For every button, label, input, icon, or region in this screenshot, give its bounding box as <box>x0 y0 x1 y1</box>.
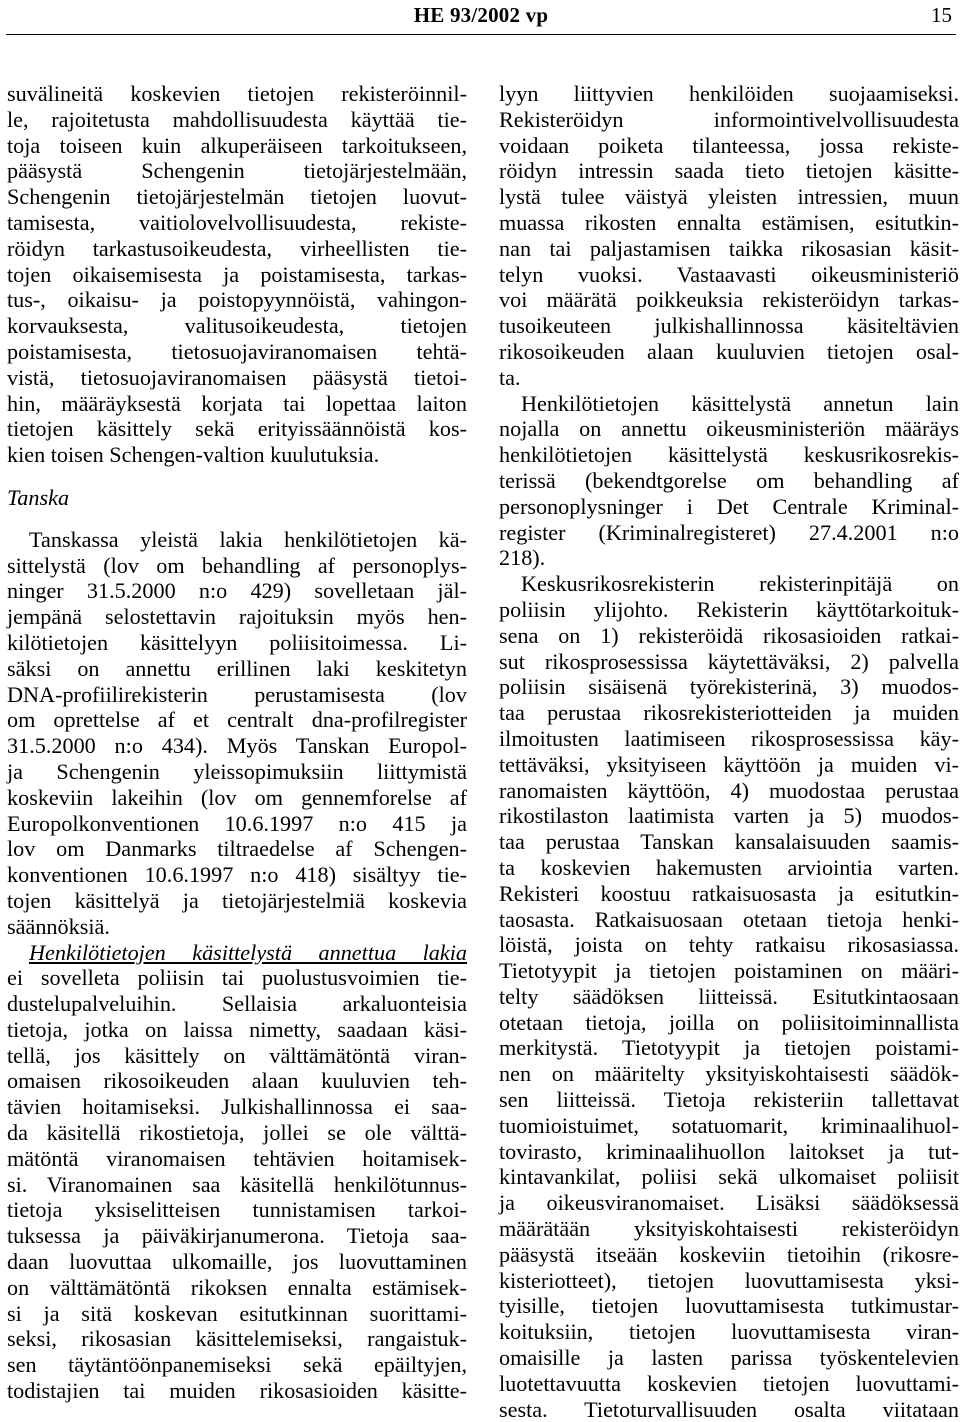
text-line: sen täytäntöönpanemiseksi sekä epäiltyjen, <box>7 1352 467 1378</box>
text-line: tojen oikaisemisesta ja poistamisesta, tarkas- <box>7 261 467 287</box>
text-line: ilmoitusten laatimiseen rikosprosessissa käy- <box>499 725 959 751</box>
text-line: luotettavuutta koskevien tietojen luovuttami- <box>499 1370 959 1396</box>
text-line: telty säädöksen liitteissä. Esitutkintaosaan <box>499 983 959 1009</box>
run-in-heading: Henkilötietojen käsittelystä annettua lakia <box>29 939 467 965</box>
paragraph <box>499 81 959 391</box>
text-line: omaisille ja lasten parissa työskentelevien <box>499 1345 959 1371</box>
text-line: henkilötietojen käsittelystä keskusrikosrekis- <box>499 442 959 468</box>
page-number: 15 <box>931 3 952 27</box>
text-line: dustelupalveluihin. Sellaisia arkaluonteisia <box>7 991 467 1017</box>
text-line: ta. <box>499 364 521 390</box>
text-line: tojen käsittelyä ja tietojärjestelmiä koskevia <box>7 887 467 913</box>
text-line: taosasta. Ratkaisuosaan otetaan tietoja henki- <box>499 906 959 932</box>
text-line: Tietotyypit ja tietojen poistaminen on määri- <box>499 958 959 984</box>
text-line: tettäväksi, yksityiseen käyttöön ja muiden vi- <box>499 751 959 777</box>
text-line: si ja sitä koskevan esitutkinnan suorittami- <box>7 1300 467 1326</box>
paragraph <box>499 571 959 1422</box>
paragraph <box>499 391 959 572</box>
text-line: ja oikeusviranomaiset. Lisäksi säädöksessä <box>499 1190 959 1216</box>
paragraph <box>7 81 467 468</box>
text-line: Tanskassa yleistä lakia henkilötietojen kä- <box>29 526 467 552</box>
text-line: rikosoikeuden alaan kuuluvien tietojen osal- <box>499 338 959 364</box>
paragraph <box>7 965 467 1404</box>
text-line: todistajien tai muiden rikosasioiden käsitte- <box>7 1378 467 1404</box>
text-line: poliisin sisäisenä työrekisterinä, 3) muodos- <box>499 674 959 700</box>
text-line: Europolkonventionen 10.6.1997 n:o 415 ja <box>7 810 467 836</box>
text-line: terissä (bekendtgorelse om behandling af <box>499 467 959 493</box>
text-line: poliisin ylijohto. Rekisterin käyttötarkoituk- <box>499 596 959 622</box>
text-line: ja Schengenin yleissopimuksiin liittymistä <box>7 758 467 784</box>
text-line: tuksessa ja päiväkirjanumerona. Tietoja saa- <box>7 1223 467 1249</box>
text-line: daan luovuttaa ulkomaille, jos luovuttaminen <box>7 1249 467 1275</box>
text-line: tamisesta, vaitiolovelvollisuudesta, rekiste- <box>7 209 467 235</box>
text-line: kilötietojen käsittelyyn poliisitoimessa. Li- <box>7 629 467 655</box>
text-line: tus-, oikaisu- ja poistopyynnöistä, vahingon- <box>7 287 467 313</box>
text-line: koituksiin, tietojen luovuttamisesta viran- <box>499 1319 959 1345</box>
text-line: register (Kriminalregisteret) 27.4.2001 n:o <box>499 519 959 545</box>
text-line: mätöntä viranomaisen tehtävien hoitamisek- <box>7 1145 467 1171</box>
text-line: le, rajoitetusta mahdollisuudesta käyttää tie- <box>7 106 467 132</box>
text-line: ninger 31.5.2000 n:o 429) sovelletaan jäl- <box>7 578 467 604</box>
left-column <box>7 81 467 1404</box>
text-line: si. Viranomainen saa käsitellä henkilötunnus- <box>7 1171 467 1197</box>
text-line: DNA-profiilirekisterin perustamisesta (lov <box>7 681 467 707</box>
text-line: merkitystä. Tietotyypit ja tietojen poistami- <box>499 1035 959 1061</box>
text-line: tävien hoitamiseksi. Julkishallinnossa ei saa- <box>7 1094 467 1120</box>
page-header <box>6 0 956 35</box>
text-line: tovirasto, kriminaalihuollon laitokset ja tut- <box>499 1138 959 1164</box>
text-line: tuomioistuimet, sotatuomarit, kriminaalihuol- <box>499 1112 959 1138</box>
text-line: hin, määräyksestä korjata tai lopettaa laiton <box>7 390 467 416</box>
text-line: konventionen 10.6.1997 n:o 418) sisältyy tie- <box>7 862 467 888</box>
text-line: seksi, rikosasian käsittelemiseksi, rangaistuk- <box>7 1326 467 1352</box>
text-line: lyyn liittyvien henkilöiden suojaamiseksi. <box>499 81 959 106</box>
text-line: sena on 1) rekisteröidä rikosasioiden ratkai- <box>499 622 959 648</box>
text-line: säksi on annettu erillinen laki keskitetyn <box>7 655 467 681</box>
text-line: pääsystä itseään koskeviin tietoihin (rikosre- <box>499 1241 959 1267</box>
text-line: lov om Danmarks tiltraedelse af Schengen- <box>7 836 467 862</box>
text-line: sen liitteissä. Tietoja rekisteriin tallettavat <box>499 1087 959 1113</box>
text-line: voi määrätä poikkeuksia rekisteröidyn tarkas- <box>499 287 959 313</box>
text-line: Rekisteri koostuu ratkaisuosasta ja esitutkin- <box>499 880 959 906</box>
text-line: tietoja yksiselitteisen tunnistamisen tarkoi- <box>7 1197 467 1223</box>
text-line: tietojen käsittely sekä erityissäännöistä kos- <box>7 416 467 442</box>
text-line: sut rikosprosessissa käytettäväksi, 2) palvella <box>499 648 959 674</box>
text-line: ranomaisten käyttöön, 4) muodostaa perustaa <box>499 777 959 803</box>
text-line: Henkilötietojen käsittelystä annetun lain <box>521 390 959 416</box>
text-line: säännöksiä. <box>7 913 110 939</box>
text-line: personoplysninger i Det Centrale Kriminal- <box>499 493 959 519</box>
right-column <box>499 81 959 1422</box>
text-line: kien toisen Schengen-valtion kuulutuksia. <box>7 442 380 468</box>
text-line: Schengenin tietojärjestelmän tietojen luovut- <box>7 184 467 210</box>
text-line: om oprettelse af et centralt dna-profilregister <box>7 707 467 733</box>
text-line: kintavankilat, poliisi sekä ulkomaiset poliisit <box>499 1164 959 1190</box>
text-line: tietoja, jotka on laissa nimetty, saadaan käsi- <box>7 1016 467 1042</box>
text-line: röidyn tarkastusoikeudesta, virheellisten tie- <box>7 235 467 261</box>
text-line: löistä, joista on tehty ratkaisu rikosasiassa. <box>499 932 959 958</box>
text-line: nan tai paljastamisen taikka rikosasian käsit- <box>499 235 959 261</box>
text-line: poistamisesta, tietosuojaviranomaisen tehtä- <box>7 338 467 364</box>
text-line: muassa rikosten ennalta estämisen, esitutkin- <box>499 209 959 235</box>
text-line: vistä, tietosuojaviranomaisen pääsystä tietoi- <box>7 364 467 390</box>
text-line: sesta. Tietoturvallisuuden osalta viitataan <box>499 1396 959 1422</box>
document-id: HE 93/2002 vp <box>413 3 549 27</box>
text-line: rikostilaston laatimista varten ja 5) muodos- <box>499 803 959 829</box>
text-line: sittelystä (lov om behandling af personoplys- <box>7 552 467 578</box>
text-line: otetaan tietoja, joilla on poliisitoiminnallista <box>499 1009 959 1035</box>
text-line: on välttämätöntä rikoksen ennalta estämisek- <box>7 1274 467 1300</box>
text-line: tusoikeuteen julkishallinnossa käsiteltävien <box>499 313 959 339</box>
text-line: 218). <box>499 545 546 571</box>
text-line: 31.5.2000 n:o 434). Myös Tanskan Europol- <box>7 733 467 759</box>
text-line: taa perustaa Tanskan kansalaisuuden saamis- <box>499 829 959 855</box>
text-line: suvälineitä koskevien tietojen rekisteröinnil- <box>7 81 467 106</box>
text-line: nojalla on annettu oikeusministeriön määräys <box>499 416 959 442</box>
text-line <box>7 940 467 966</box>
section-heading: Tanska <box>7 484 70 510</box>
text-line: voidaan poiketa tilanteessa, jossa rekiste- <box>499 132 959 158</box>
text-line: korvauksesta, valitusoikeudesta, tietojen <box>7 313 467 339</box>
paragraph <box>7 527 467 940</box>
text-line: ei sovelleta poliisin tai puolustusvoimien tie- <box>7 965 467 991</box>
text-line: tyisille, tietojen luovuttamisesta tutkimustar- <box>499 1293 959 1319</box>
text-line: taa perustaa rikosrekisteriotteiden ja muiden <box>499 700 959 726</box>
text-line: nen on määritelty yksityiskohtaisesti säädök- <box>499 1061 959 1087</box>
text-line: jempänä selostettavin rajoituksin myös hen- <box>7 604 467 630</box>
text-line: määrätään yksityiskohtaisesti rekisteröidyn <box>499 1216 959 1242</box>
text-line: Rekisteröidyn informointivelvollisuudesta <box>499 106 959 132</box>
text-line: da käsitellä rikostietoja, jollei se ole välttä- <box>7 1120 467 1146</box>
text-line: koskeviin lakeihin (lov om gennemforelse af <box>7 784 467 810</box>
text-line: toja toiseen kuin alkuperäiseen tarkoitukseen, <box>7 132 467 158</box>
text-line: röidyn intressin saada tieto tietojen käsitte- <box>499 158 959 184</box>
text-line: tellä, jos käsittely on välttämätöntä viran- <box>7 1042 467 1068</box>
text-line: pääsystä Schengenin tietojärjestelmään, <box>7 158 467 184</box>
text-line: lystä tulee väistyä yleisten intressien, muun <box>499 184 959 210</box>
text-line: ta koskevien hakemusten arviointia varten. <box>499 854 959 880</box>
text-line: omaisen rikosoikeuden alaan kuuluvien teh- <box>7 1068 467 1094</box>
text-line: Keskusrikosrekisterin rekisterinpitäjä on <box>521 571 959 597</box>
text-line: kisteriotteet), tietojen luovuttamisesta yksi- <box>499 1267 959 1293</box>
text-line: telyn vuoksi. Vastaavasti oikeusministeriö <box>499 261 959 287</box>
